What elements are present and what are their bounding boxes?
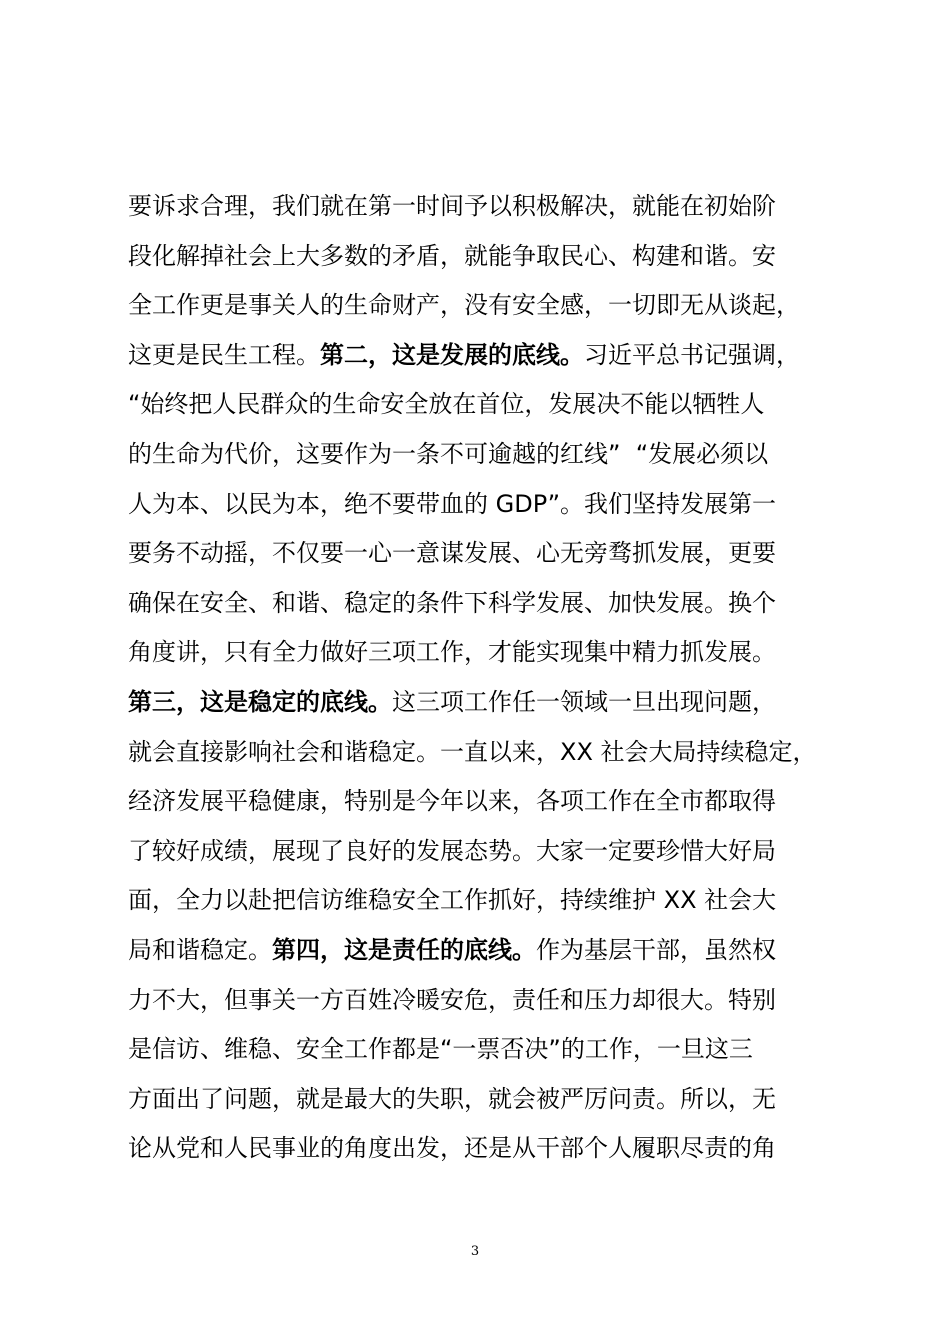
text-line [128, 728, 858, 778]
text-segment: 是信访、维稳、安全工作都是“一票否决”的工作，一旦这三 [128, 1035, 753, 1064]
text-segment: 这三项工作任一领域一旦出现问题， [392, 687, 776, 716]
text-segment: 了较好成绩，展现了良好的发展态势。大家一定要珍惜大好局 [128, 836, 776, 865]
text-line [128, 232, 858, 282]
text-line [128, 579, 858, 629]
text-segment: 这更是民生工程。 [128, 340, 320, 369]
text-line [128, 331, 858, 381]
text-line [128, 777, 858, 827]
text-line [128, 628, 858, 678]
text-segment: 确保在安全、和谐、稳定的条件下科学发展、加快发展。换个 [128, 588, 776, 617]
bold-heading-phrase: 第四，这是责任的底线。 [272, 935, 536, 964]
text-segment: 的生命为代价，这要作为一条不可逾越的红线” “发展必须以 [128, 439, 769, 468]
text-line [128, 926, 858, 976]
text-line [128, 182, 858, 232]
text-segment: 人为本、以民为本，绝不要带血的 GDP”。我们坚持发展第一 [128, 489, 777, 518]
text-line [128, 976, 858, 1026]
text-segment: 全工作更是事关人的生命财产，没有安全感，一切即无从谈起， [128, 291, 800, 320]
text-line [128, 1124, 858, 1174]
text-segment: 力不大，但事关一方百姓冷暖安危，责任和压力却很大。特别 [128, 985, 776, 1014]
text-line [128, 876, 858, 926]
text-line [128, 1075, 858, 1125]
text-segment: “始终把人民群众的生命安全放在首位，发展决不能以牺牲人 [128, 390, 765, 419]
text-line [128, 281, 858, 331]
text-line [128, 1025, 858, 1075]
page-number: 3 [470, 1244, 480, 1259]
text-segment: 局和谐稳定。 [128, 935, 272, 964]
text-line [128, 678, 858, 728]
bold-heading-phrase: 第三，这是稳定的底线。 [128, 687, 392, 716]
text-segment: 要诉求合理，我们就在第一时间予以积极解决，就能在初始阶 [128, 192, 776, 220]
text-segment: 作为基层干部，虽然权 [536, 935, 776, 964]
text-line [128, 529, 858, 579]
text-segment: 经济发展平稳健康，特别是今年以来，各项工作在全市都取得 [128, 787, 776, 816]
text-line [128, 430, 858, 480]
text-segment: 论从党和人民事业的角度出发，还是从干部个人履职尽责的角 [128, 1134, 776, 1163]
text-segment: 段化解掉社会上大多数的矛盾，就能争取民心、构建和谐。安 [128, 241, 776, 270]
text-line [128, 380, 858, 430]
text-segment: 面，全力以赴把信访维稳安全工作抓好，持续维护 XX 社会大 [128, 886, 777, 915]
text-line [128, 827, 858, 877]
body-paragraph [128, 182, 858, 1174]
text-segment: 就会直接影响社会和谐稳定。一直以来，XX 社会大局持续稳定， [128, 737, 817, 766]
bold-heading-phrase: 第二，这是发展的底线。 [320, 340, 584, 369]
text-segment: 要务不动摇，不仅要一心一意谋发展、心无旁骛抓发展，更要 [128, 539, 776, 568]
text-segment: 习近平总书记强调， [584, 340, 800, 369]
text-segment: 角度讲，只有全力做好三项工作，才能实现集中精力抓发展。 [128, 638, 776, 667]
text-segment: 方面出了问题，就是最大的失职，就会被严厉问责。所以，无 [128, 1084, 776, 1113]
text-line [128, 480, 858, 530]
